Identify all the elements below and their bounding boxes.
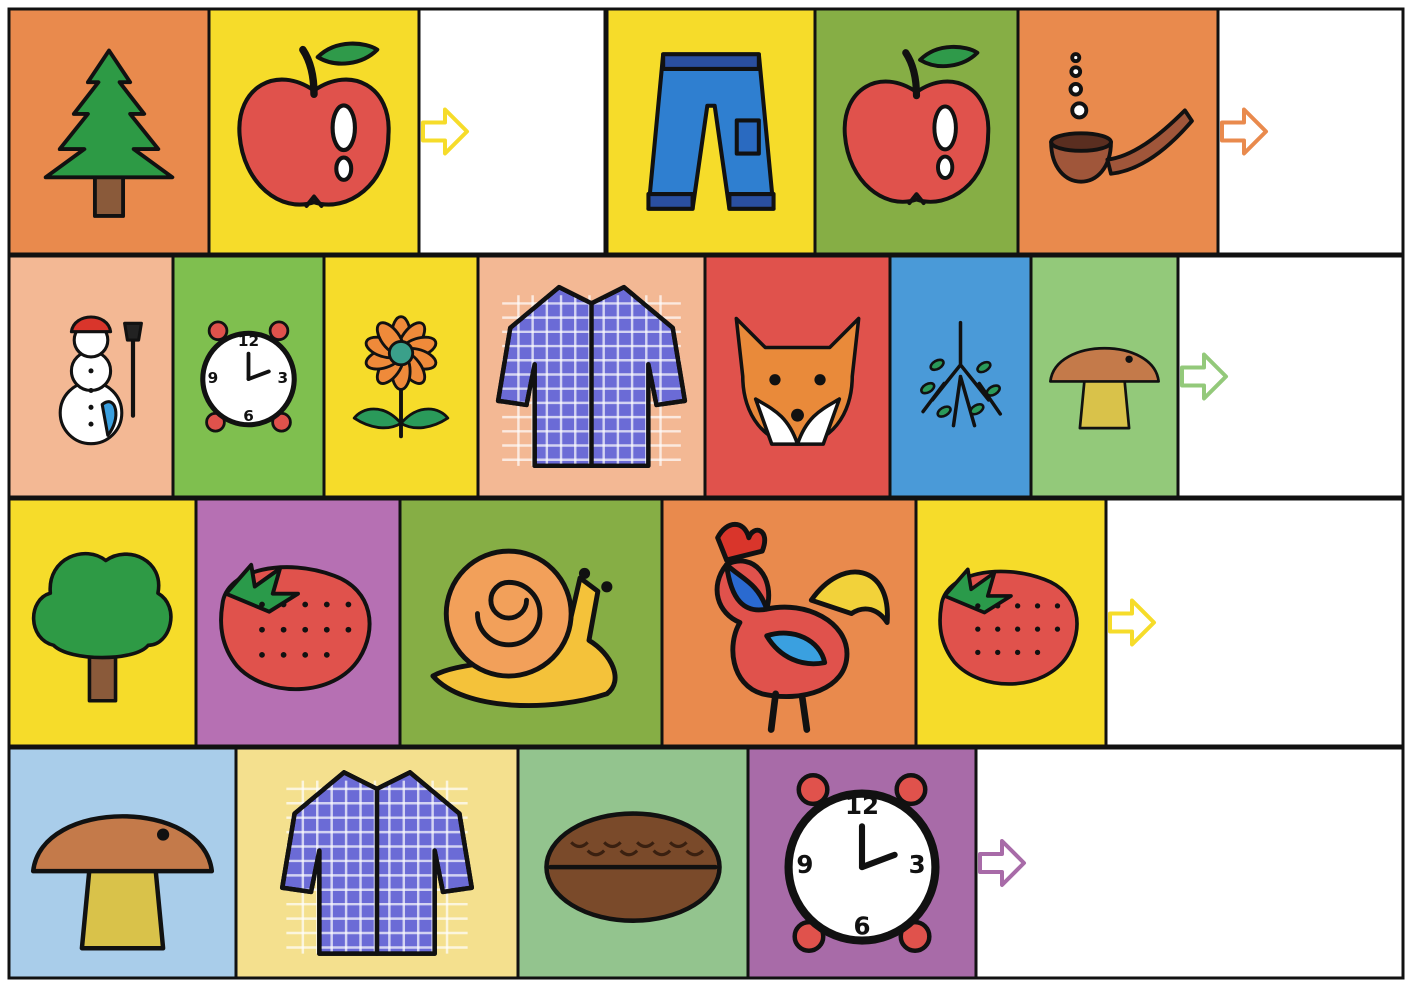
picture-tile bbox=[196, 499, 400, 746]
puzzle-row-3 bbox=[9, 499, 1403, 746]
svg-text:9: 9 bbox=[796, 850, 814, 880]
alarm-clock-icon bbox=[203, 322, 294, 431]
picture-tile bbox=[209, 9, 419, 254]
puzzle-row-2 bbox=[9, 256, 1403, 497]
picture-tile bbox=[1018, 9, 1218, 254]
picture-tile bbox=[9, 9, 209, 254]
svg-text:6: 6 bbox=[853, 911, 871, 941]
picture-sequence bbox=[607, 9, 1403, 254]
answer-box[interactable] bbox=[976, 748, 1403, 978]
svg-text:12: 12 bbox=[844, 791, 880, 821]
svg-text:3: 3 bbox=[277, 368, 289, 387]
picture-tile bbox=[9, 499, 196, 746]
picture-tile bbox=[916, 499, 1106, 746]
puzzle-row-4 bbox=[9, 748, 1403, 978]
picture-sequence bbox=[9, 499, 1403, 746]
picture-sequence bbox=[9, 748, 1403, 978]
picture-tile bbox=[518, 748, 748, 978]
picture-tile bbox=[890, 256, 1031, 497]
picture-sequence bbox=[9, 9, 605, 254]
walnut-icon bbox=[546, 814, 719, 921]
tile-background bbox=[607, 9, 815, 254]
snail-icon bbox=[433, 551, 615, 705]
picture-tile bbox=[815, 9, 1018, 254]
svg-text:12: 12 bbox=[237, 332, 260, 351]
strawberry-icon bbox=[940, 569, 1077, 684]
puzzle-row-1 bbox=[9, 9, 1403, 254]
picture-tile bbox=[607, 9, 815, 254]
picture-tile bbox=[324, 256, 478, 497]
svg-text:3: 3 bbox=[908, 850, 926, 880]
picture-tile bbox=[705, 256, 890, 497]
svg-text:9: 9 bbox=[207, 368, 219, 387]
picture-tile bbox=[478, 256, 705, 497]
alarm-clock-icon bbox=[789, 775, 936, 950]
tile-background bbox=[1018, 9, 1218, 254]
picture-tile bbox=[9, 256, 173, 497]
picture-tile bbox=[236, 748, 518, 978]
svg-text:6: 6 bbox=[243, 406, 254, 425]
picture-sequence bbox=[9, 256, 1403, 497]
picture-tile bbox=[173, 256, 324, 497]
picture-tile bbox=[9, 748, 236, 978]
picture-tile bbox=[662, 499, 916, 746]
picture-tile bbox=[748, 748, 976, 978]
strawberry-icon bbox=[221, 565, 369, 689]
picture-tile bbox=[1031, 256, 1178, 497]
picture-tile bbox=[400, 499, 662, 746]
